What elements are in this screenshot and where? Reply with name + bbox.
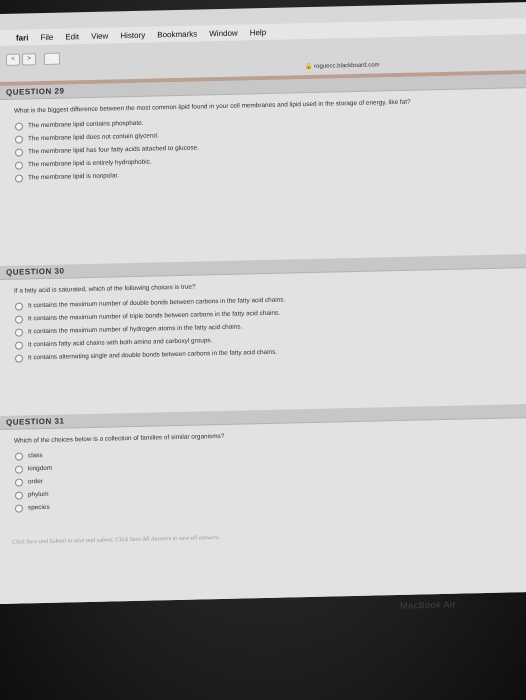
option-label: order [28,478,43,486]
question-text: If a fatty acid is saturated, which of the following choices is true? [14,283,196,295]
radio-icon[interactable] [15,174,23,182]
radio-icon[interactable] [15,328,23,336]
radio-icon[interactable] [15,135,23,143]
question-29 [0,74,526,185]
address-text: roguecc.blackboard.com [314,62,380,70]
option-label: It contains alternating single and double bonds between carbons in the fatty acid chains. [28,348,278,362]
option-label: It contains fatty acid chains with both amino and carboxyl groups. [28,337,213,349]
option-label: kingdom [28,464,53,473]
address-bar[interactable] [305,61,380,70]
radio-icon[interactable] [15,465,23,473]
option-list [0,438,526,515]
menu-view[interactable]: View [91,31,109,41]
question-text: What is the biggest difference between the most common lipid found in your cell membranes and lipid used in the storage of energy, like fat? [14,98,411,115]
option-list [0,288,526,365]
laptop-screen [0,2,526,604]
radio-icon[interactable] [15,341,23,349]
radio-icon[interactable] [15,315,23,323]
option-label: The membrane lipid contains phosphate. [28,119,144,130]
question-30 [0,254,526,365]
radio-icon[interactable] [15,354,23,362]
radio-icon[interactable] [15,491,23,499]
forward-button[interactable]: > [22,53,36,65]
question-header: QUESTION 29 [0,74,526,100]
menu-window[interactable]: Window [209,28,238,38]
nav-buttons [6,53,60,66]
radio-icon[interactable] [15,504,23,512]
option-label: species [28,503,50,512]
option-label: It contains the maximum number of hydrogen atoms in the fatty acid chains. [28,323,243,336]
option-list [0,108,526,185]
question-text: Which of the choices below is a collection of families of similar organisms? [14,432,225,445]
menu-edit[interactable]: Edit [65,31,80,42]
menu-help[interactable]: Help [249,27,267,37]
lock-icon: 🔒 [305,63,313,71]
page-content [0,70,526,604]
option-label: The membrane lipid has four fatty acids attached to glucose. [28,144,199,156]
option-label: It contains the maximum number of double bonds between carbons in the fatty acid chains. [28,296,286,310]
back-button[interactable]: < [6,54,20,66]
question-header: QUESTION 31 [0,404,526,430]
menu-history[interactable]: History [120,30,146,40]
option-label: The membrane lipid does not contain glycerol. [28,132,159,143]
menu-bookmarks[interactable]: Bookmarks [157,29,198,39]
option-label: The membrane lipid is nonpolar. [28,172,119,182]
laptop-brand-label: MacBook Air [399,599,457,611]
option-label: phylum [28,490,49,499]
radio-icon[interactable] [15,302,23,310]
radio-icon[interactable] [15,122,23,130]
menu-file[interactable]: File [40,32,54,42]
radio-icon[interactable] [15,161,23,169]
footer-instructions: Click Save and Submit to save and submit. Click Save All Answers to save all answers. [12,535,220,546]
option-label: The membrane lipid is entirely hydrophobic. [28,158,152,169]
radio-icon[interactable] [15,148,23,156]
question-31 [0,404,526,515]
option-label: class [28,452,43,460]
radio-icon[interactable] [15,478,23,486]
question-header: QUESTION 30 [0,254,526,280]
option-label: It contains the maximum number of triple bonds between carbons in the fatty acid chains. [28,309,280,323]
sidebar-toggle-icon[interactable] [44,53,60,65]
radio-icon[interactable] [15,452,23,460]
menu-app-name[interactable]: fari [16,32,29,43]
